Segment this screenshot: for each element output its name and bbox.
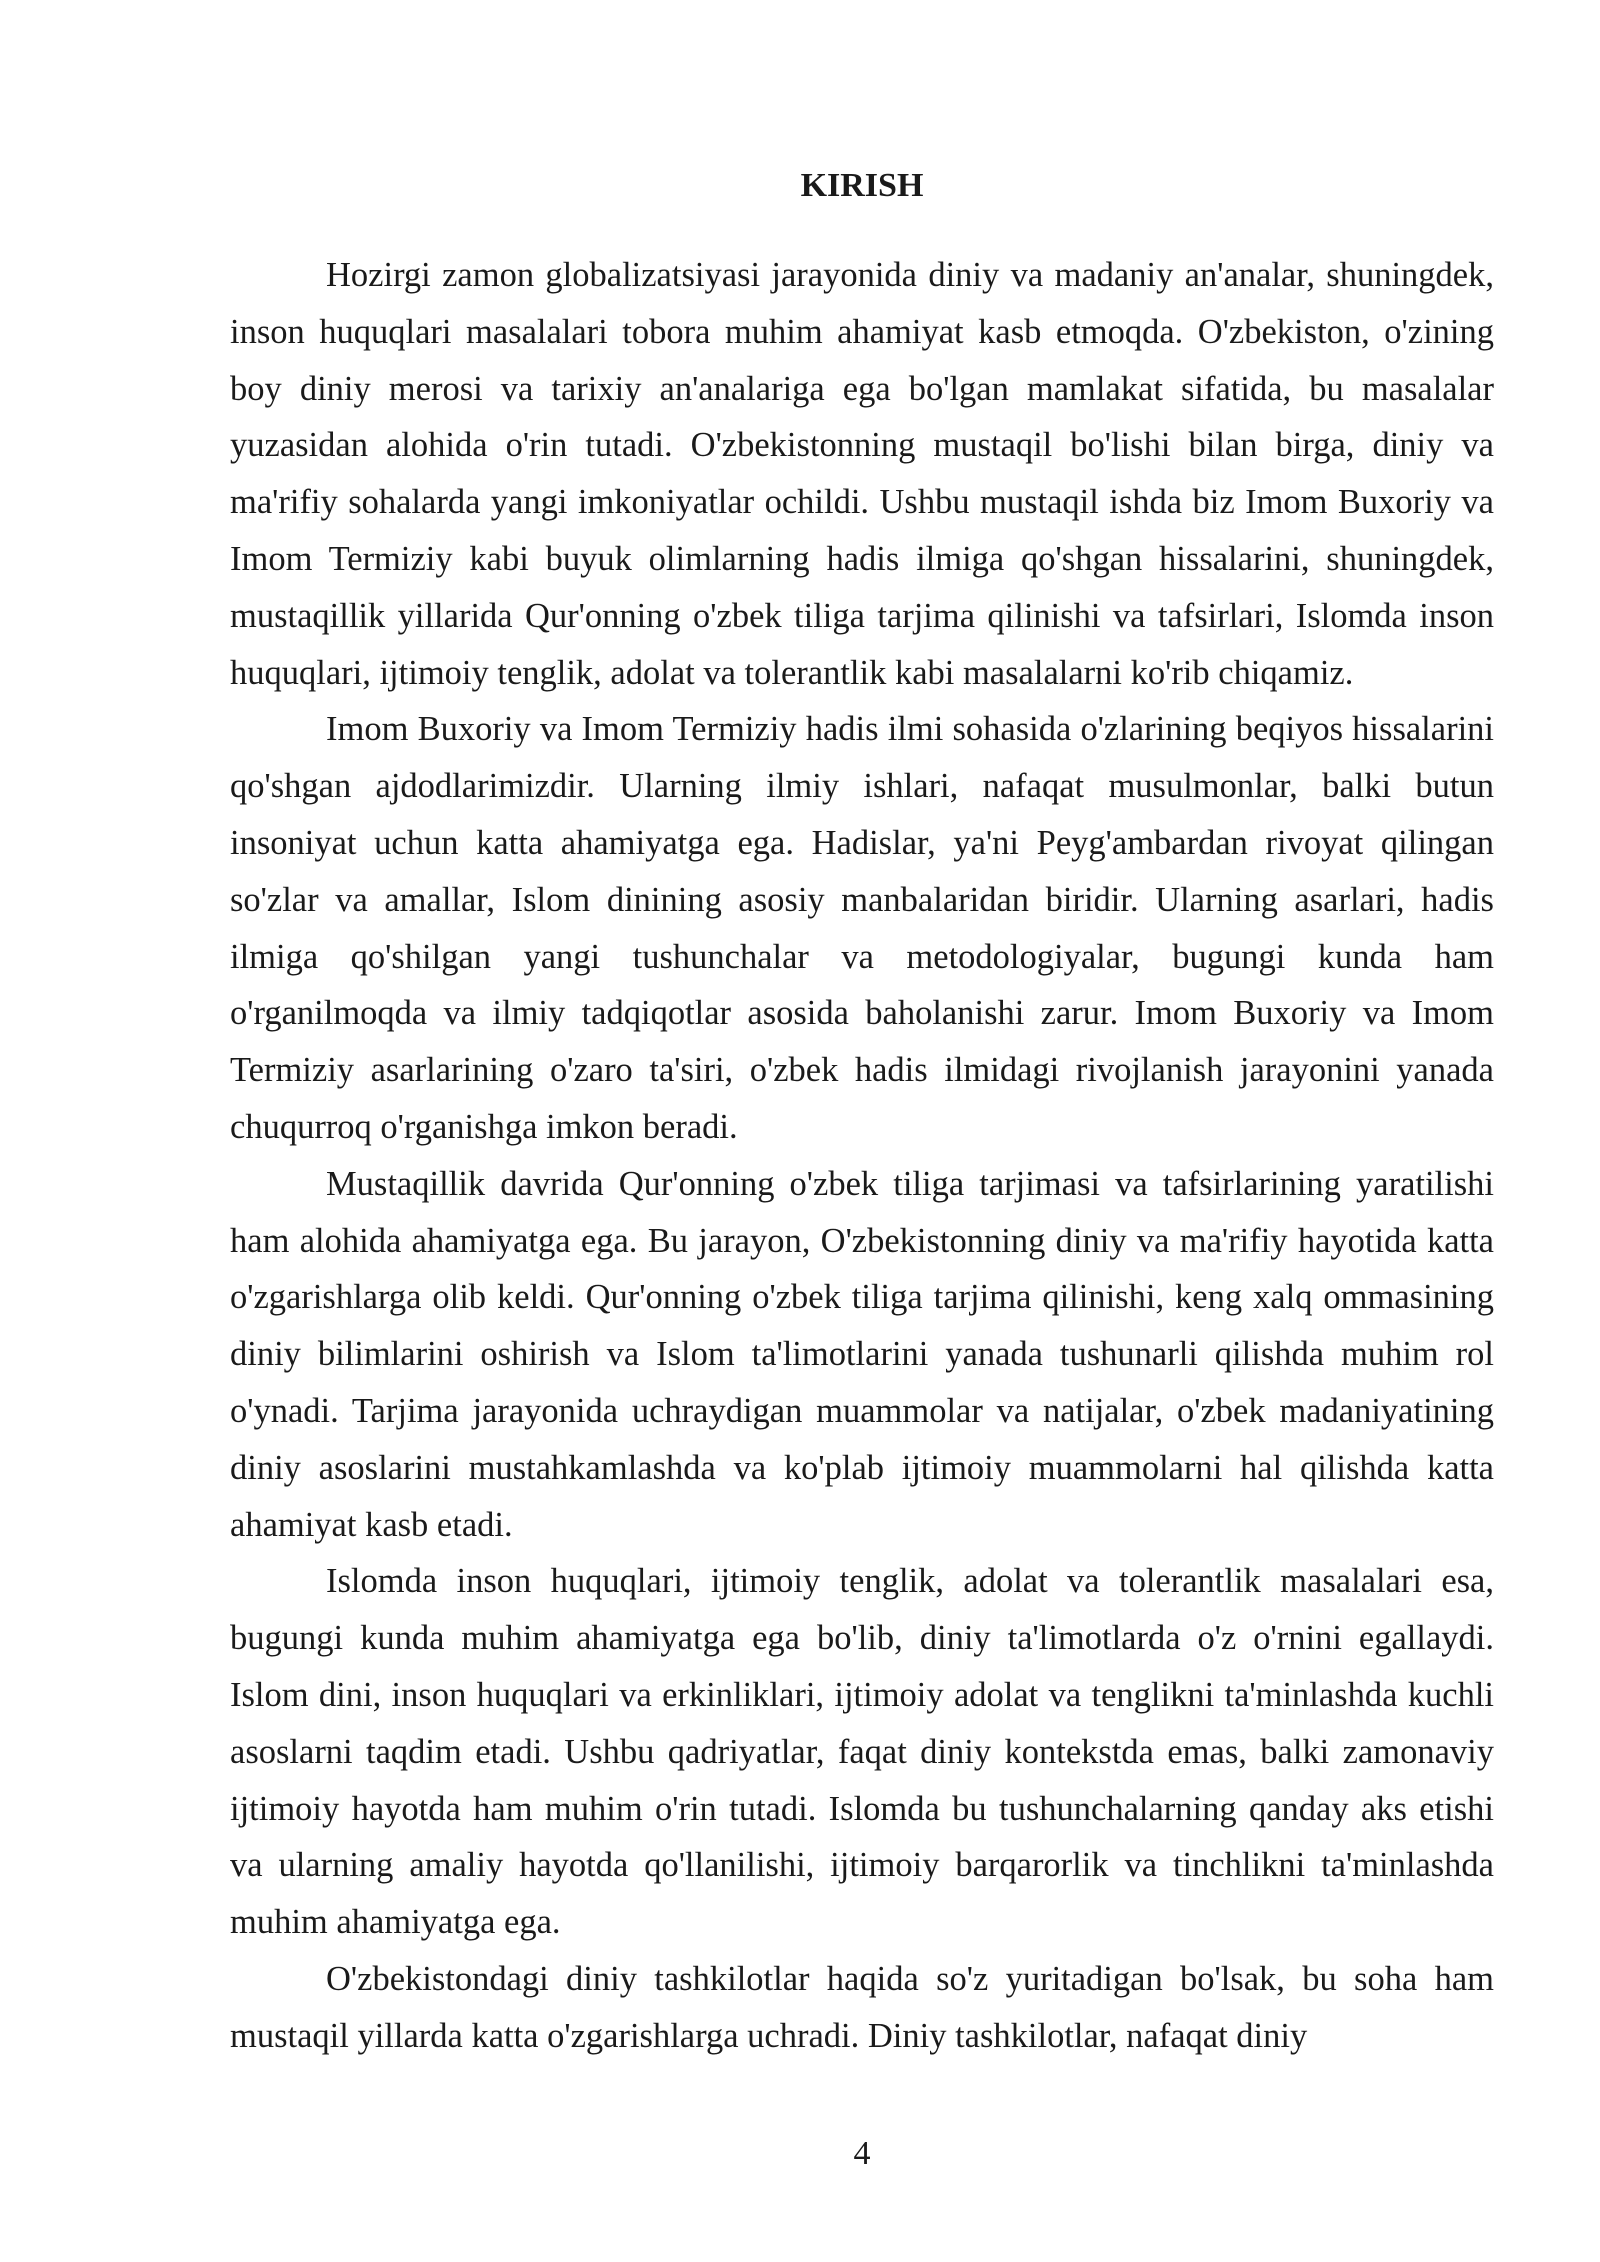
paragraph-1: Hozirgi zamon globalizatsiyasi jarayonida diniy va madaniy an'analar, shuningdek, inson huquqlari masalalari tobora muhim ahamiyat kasb etmoqda. O'zbekiston, o'zining boy diniy merosi va tarixiy an'analariga ega bo'lgan mamlakat sifatida, bu masalalar yuzasidan alohida o'rin tutadi. O'zbekistonning mustaqil bo'lishi bilan birga, diniy va ma'rifiy sohalarda yangi imkoniyatlar ochildi. Ushbu mustaqil ishda biz Imom Buxoriy va Imom Termiziy kabi buyuk olimlarning hadis ilmiga qo'shgan hissalarini, shuningdek, mustaqillik yillarida Qur'onning o'zbek tiliga tarjima qilinishi va tafsirlari, Islomda inson huquqlari, ijtimoiy tenglik, adolat va tolerantlik kabi masalalarni ko'rib chiqamiz. (230, 256, 1494, 692)
page-title: KIRISH (800, 167, 924, 204)
page-number: 4 (853, 2135, 871, 2172)
paragraph-4: Islomda inson huquqlari, ijtimoiy tenglik, adolat va tolerantlik masalalari esa, bugungi kunda muhim ahamiyatga ega bo'lib, diniy ta'limotlarda o'z o'rnini egallaydi. Islom dini, inson huquqlari va erkinliklari, ijtimoiy adolat va tenglikni ta'minlashda kuchli asoslarni taqdim etadi. Ushbu qadriyatlar, faqat diniy kontekstda emas, balki zamonaviy ijtimoiy hayotda ham muhim o'rin tutadi. Islomda bu tushunchalarning qanday aks etishi va ularning amaliy hayotda qo'llanilishi, ijtimoiy barqarorlik va tinchlikni ta'minlashda muhim ahamiyatga ega. (230, 1562, 1494, 1942)
paragraph-5: O'zbekistondagi diniy tashkilotlar haqida so'z yuritadigan bo'lsak, bu soha ham mustaqil yillarda katta o'zgarishlarga uchradi. Diniy tashkilotlar, nafaqat diniy (230, 1959, 1494, 2055)
paragraph-3: Mustaqillik davrida Qur'onning o'zbek tiliga tarjimasi va tafsirlarining yaratilishi ham alohida ahamiyatga ega. Bu jarayon, O'zbekistonning diniy va ma'rifiy hayotida katta o'zgarishlarga olib keldi. Qur'onning o'zbek tiliga tarjima qilinishi, keng xalq ommasining diniy bilimlarini oshirish va Islom ta'limotlarini yanada tushunarli qilishda muhim rol o'ynadi. Tarjima jarayonida uchraydigan muammolar va natijalar, o'zbek madaniyatining diniy asoslarini mustahkamlashda va ko'plab ijtimoiy muammolarni hal qilishda katta ahamiyat kasb etadi. (230, 1164, 1494, 1544)
paragraph-2: Imom Buxoriy va Imom Termiziy hadis ilmi sohasida o'zlarining beqiyos hissalarini qo'shgan ajdodlarimizdir. Ularning ilmiy ishlari, nafaqat musulmonlar, balki butun insoniyat uchun katta ahamiyatga ega. Hadislar, ya'ni Peyg'ambardan rivoyat qilingan so'zlar va amallar, Islom dinining asosiy manbalaridan biridir. Ularning asarlari, hadis ilmiga qo'shilgan yangi tushunchalar va metodologiyalar, bugungi kunda ham o'rganilmoqda va ilmiy tadqiqotlar asosida baholanishi zarur. Imom Buxoriy va Imom Termiziy asarlarining o'zaro ta'siri, o'zbek hadis ilmidagi rivojlanish jarayonini yanada chuqurroq o'rganishga imkon beradi. (230, 710, 1494, 1146)
body-text (230, 247, 1494, 2065)
